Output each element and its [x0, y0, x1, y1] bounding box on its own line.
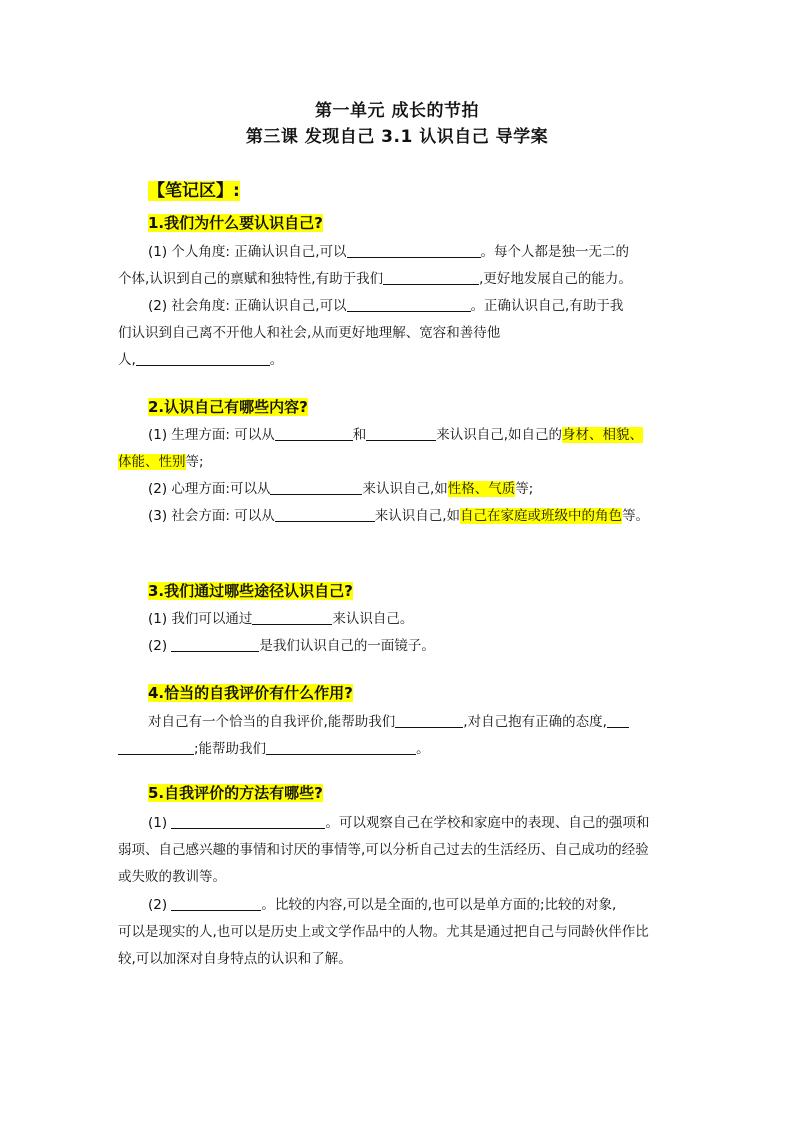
text: 来认识自己。 — [332, 611, 414, 627]
q2-line-1 — [148, 425, 708, 445]
text: 。正确认识自己,有助于我 — [470, 298, 624, 314]
text: ;能帮助我们 — [194, 741, 267, 757]
fill-blank[interactable] — [252, 609, 332, 625]
text: 。 — [416, 741, 430, 757]
text: 人, — [118, 352, 136, 368]
text: 对自己有一个恰当的自我评价,能帮助我们 — [148, 714, 396, 730]
text: (2) 社会角度: 正确认识自己,可以 — [148, 298, 347, 314]
fill-blank[interactable] — [347, 242, 481, 258]
q5-line-5: 可以是现实的人,也可以是历史上或文学作品中的人物。尤其是通过把自己与同龄伙伴作比 — [118, 924, 649, 940]
text: (3) 社会方面: 可以从 — [148, 508, 275, 524]
q1-line-2 — [118, 269, 678, 289]
text: (1) — [148, 815, 172, 831]
text: ,更好地发展自己的能力。 — [479, 271, 632, 287]
notes-label — [148, 176, 240, 201]
fill-blank[interactable] — [171, 636, 259, 652]
q2-heading — [148, 396, 308, 417]
text: 。可以观察自己在学校和家庭中的表现、自己的强项和 — [325, 815, 650, 831]
q5-heading-text: 5.自我评价的方法有哪些? — [148, 784, 323, 802]
text: 等; — [515, 481, 534, 497]
q1-heading — [148, 212, 323, 233]
fill-blank[interactable] — [270, 479, 362, 495]
highlight-text: 体能、性别 — [118, 454, 186, 470]
fill-blank[interactable] — [395, 712, 463, 728]
text: 来认识自己,如 — [362, 481, 448, 497]
text: 来认识自己,如自己的 — [436, 427, 563, 443]
fill-blank[interactable] — [383, 269, 479, 285]
q3-line-2 — [148, 636, 708, 656]
fill-blank[interactable] — [366, 425, 436, 441]
highlight-text: 身材、相貌、 — [562, 427, 644, 443]
q4-heading-text: 4.恰当的自我评价有什么作用? — [148, 684, 353, 702]
fill-blank[interactable] — [118, 739, 194, 755]
text: (1) 生理方面: 可以从 — [148, 427, 275, 443]
text: 。 — [269, 352, 284, 368]
fill-blank[interactable] — [171, 813, 325, 829]
text: (2) — [148, 897, 172, 913]
q1-line-4: 们认识到自己离不开他人和社会,从而更好地理解、宽容和善待他 — [118, 325, 501, 341]
text: (1) 个人角度: 正确认识自己,可以 — [148, 244, 347, 260]
text: 。比较的内容,可以是全面的,也可以是单方面的;比较的对象, — [261, 897, 617, 913]
q5-line-1 — [148, 813, 708, 833]
text: (1) 我们可以通过 — [148, 611, 253, 627]
q2-heading-text: 2.认识自己有哪些内容? — [148, 398, 308, 416]
notes-label-text: 【笔记区】: — [148, 181, 240, 201]
q1-line-5 — [118, 350, 678, 370]
fill-blank[interactable] — [136, 350, 270, 366]
fill-blank[interactable] — [275, 506, 375, 522]
q2-line-4 — [148, 506, 708, 526]
fill-blank[interactable] — [607, 712, 629, 728]
lesson-title: 第三课 发现自己 3.1 认识自己 导学案 — [245, 127, 549, 147]
q1-line-1 — [148, 242, 708, 262]
q3-heading — [148, 580, 353, 601]
text: 个体,认识到自己的禀赋和独特性,有助于我们 — [118, 271, 384, 287]
q4-heading — [148, 682, 353, 703]
q5-line-6: 较,可以加深对自身特点的认识和了解。 — [118, 951, 352, 967]
text: 。每个人都是独一无二的 — [480, 244, 630, 260]
q2-line-2 — [118, 452, 678, 472]
q3-heading-text: 3.我们通过哪些途径认识自己? — [148, 582, 353, 600]
q5-line-4 — [148, 895, 708, 915]
text: 是我们认识自己的一面镜子。 — [259, 638, 435, 654]
fill-blank[interactable] — [171, 895, 261, 911]
text: 来认识自己,如 — [374, 508, 461, 524]
text: (2) 心理方面:可以从 — [148, 481, 271, 497]
unit-title: 第一单元 成长的节拍 — [315, 101, 479, 121]
text: 和 — [352, 427, 367, 443]
highlight-text: 自己在家庭或班级中的角色 — [460, 508, 623, 524]
text: ,对自己抱有正确的态度, — [463, 714, 607, 730]
q3-line-1 — [148, 609, 708, 629]
text: 等; — [185, 454, 204, 470]
fill-blank[interactable] — [347, 296, 471, 312]
highlight-text: 性格、气质 — [447, 481, 516, 497]
fill-blank[interactable] — [275, 425, 353, 441]
text: 等。 — [622, 508, 650, 524]
q5-line-2: 弱项、自己感兴趣的事情和讨厌的事情等,可以分析自己过去的生活经历、自己成功的经验 — [118, 842, 649, 858]
q5-line-3: 或失败的教训等。 — [118, 869, 226, 885]
text: (2) — [148, 638, 172, 654]
q5-heading — [148, 782, 323, 803]
fill-blank[interactable] — [266, 739, 416, 755]
q2-line-3 — [148, 479, 708, 499]
q4-line-2 — [118, 739, 678, 759]
q4-line-1 — [148, 712, 708, 732]
q1-line-3 — [148, 296, 708, 316]
q1-heading-text: 1.我们为什么要认识自己? — [148, 214, 323, 232]
